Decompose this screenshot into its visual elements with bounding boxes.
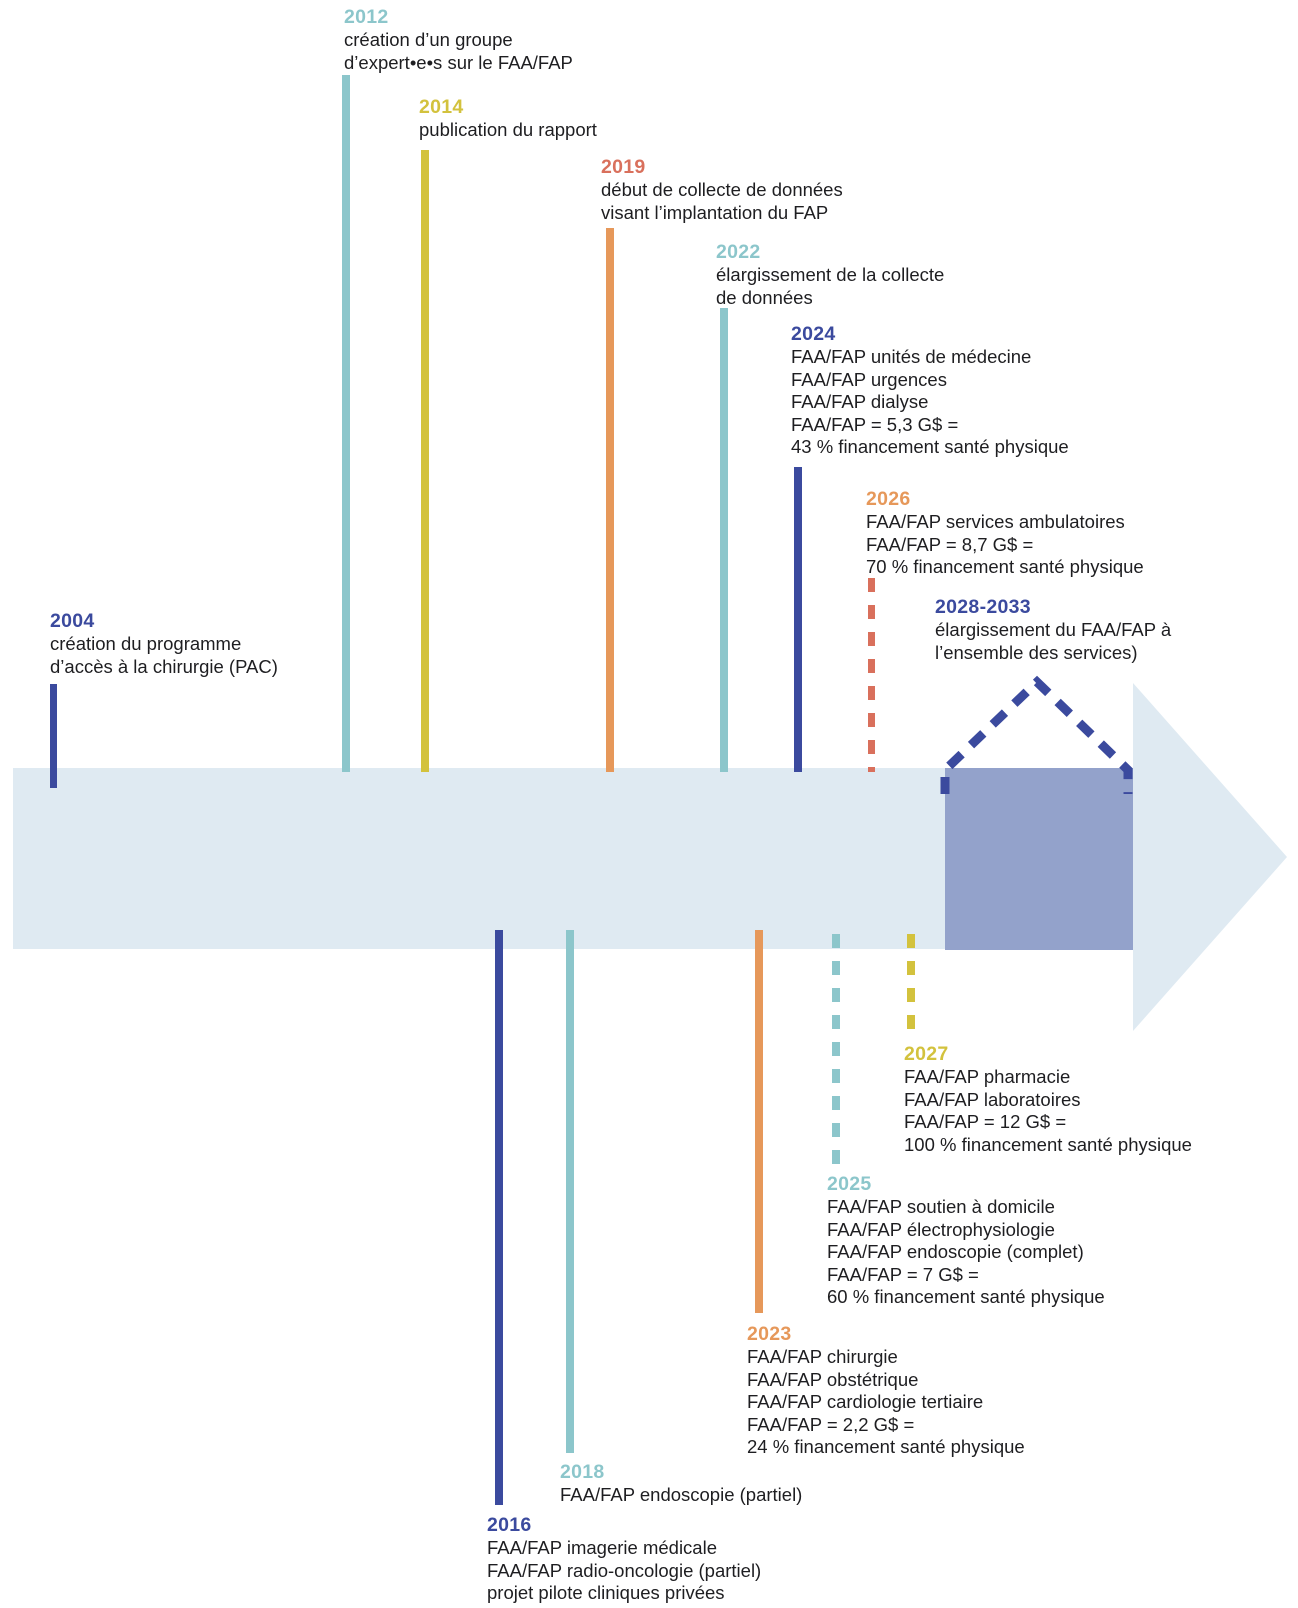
event-text-line: FAA/FAP endoscopie (complet) — [827, 1241, 1084, 1262]
event-text-line: FAA/FAP obstétrique — [747, 1368, 919, 1390]
event-2026 — [866, 488, 1144, 579]
event-2018 — [560, 1461, 802, 1507]
event-text-line: FAA/FAP = 5,3 G$ = — [791, 413, 959, 435]
event-text-line: FAA/FAP services ambulatoires — [866, 511, 1125, 532]
event-2027 — [904, 1043, 1192, 1156]
event-text-line: FAA/FAP chirurgie — [747, 1346, 898, 1367]
event-text-line: élargissement de la collecte — [716, 264, 945, 285]
event-text-line: début de collecte de données — [601, 179, 843, 200]
event-text-line: création d’un groupe — [344, 29, 513, 50]
event-text-line: publication du rapport — [419, 119, 597, 140]
event-text-line: 70 % financement santé physique — [866, 556, 1144, 577]
event-text-line: FAA/FAP = 8,7 G$ = — [866, 533, 1034, 555]
event-year-2022: 2022 — [716, 241, 761, 263]
event-text-line: 24 % financement santé physique — [747, 1436, 1025, 1457]
event-2014 — [419, 96, 597, 142]
event-year-2016: 2016 — [487, 1514, 532, 1536]
event-year-2025: 2025 — [827, 1173, 872, 1195]
event-text-line: création du programme — [50, 633, 242, 654]
event-text-line: de données — [716, 286, 813, 308]
event-text-line: FAA/FAP radio-oncologie (partiel) — [487, 1559, 762, 1581]
event-text-line: élargissement du FAA/FAP à — [935, 619, 1172, 640]
event-text-line: visant l’implantation du FAP — [601, 201, 829, 223]
event-2004 — [50, 610, 278, 678]
event-year-2019: 2019 — [601, 156, 646, 178]
event-text-line: FAA/FAP = 2,2 G$ = — [747, 1413, 915, 1435]
event-text-line: FAA/FAP = 7 G$ = — [827, 1263, 979, 1285]
event-text-line: FAA/FAP endoscopie (partiel) — [560, 1484, 803, 1505]
event-text-line: FAA/FAP pharmacie — [904, 1066, 1071, 1087]
event-text-line: FAA/FAP laboratoires — [904, 1088, 1081, 1110]
event-year-2024: 2024 — [791, 323, 836, 345]
event-2019 — [601, 156, 843, 224]
event-text-line: FAA/FAP urgences — [791, 368, 947, 390]
event-text-line: 100 % financement santé physique — [904, 1133, 1192, 1155]
event-year-2014: 2014 — [419, 96, 464, 118]
event-2028-2033 — [935, 596, 1171, 664]
event-text-line: FAA/FAP électrophysiologie — [827, 1218, 1055, 1240]
event-2022 — [716, 241, 944, 309]
event-year-2023: 2023 — [747, 1323, 792, 1345]
event-text-line: projet pilote cliniques privées — [487, 1582, 725, 1603]
event-year-2028-2033: 2028-2033 — [935, 596, 1031, 618]
event-text-line: FAA/FAP soutien à domicile — [827, 1196, 1055, 1217]
event-text-line: FAA/FAP imagerie médicale — [487, 1537, 717, 1558]
event-text-line: FAA/FAP cardiologie tertiaire — [747, 1391, 984, 1412]
event-text-line: FAA/FAP = 12 G$ = — [904, 1111, 1067, 1132]
event-2023 — [747, 1323, 1025, 1459]
event-text-line: FAA/FAP unités de médecine — [791, 346, 1032, 367]
event-year-2026: 2026 — [866, 488, 911, 510]
event-text-line: l’ensemble des services) — [935, 641, 1138, 663]
event-year-2027: 2027 — [904, 1043, 949, 1065]
event-2025 — [827, 1173, 1105, 1309]
event-2024 — [791, 323, 1069, 459]
event-2016 — [487, 1514, 761, 1605]
event-text-line: 43 % financement santé physique — [791, 436, 1069, 457]
event-year-2018: 2018 — [560, 1461, 605, 1483]
event-text-line: d’accès à la chirurgie (PAC) — [50, 655, 278, 677]
event-text-line: FAA/FAP dialyse — [791, 391, 929, 412]
projection-chevron-path — [945, 682, 1128, 794]
event-2012 — [344, 6, 573, 74]
event-text-line: 60 % financement santé physique — [827, 1286, 1105, 1307]
event-year-2012: 2012 — [344, 6, 389, 28]
event-year-2004: 2004 — [50, 610, 95, 632]
event-text-line: d’expert•e•s sur le FAA/FAP — [344, 51, 573, 73]
